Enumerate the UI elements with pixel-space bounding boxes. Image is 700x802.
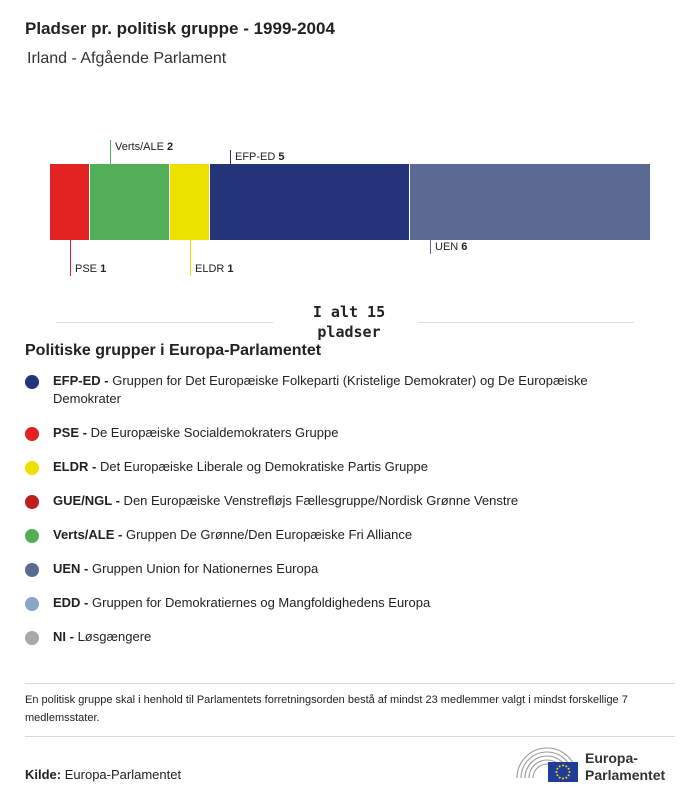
legend-desc: Løsgængere	[73, 629, 152, 644]
divider	[25, 683, 675, 684]
logo-wordmark	[585, 750, 665, 784]
european-parliament-logo	[515, 744, 680, 788]
legend-abbr: UEN -	[53, 561, 89, 576]
stacked-bar-chart	[0, 130, 700, 290]
bar-pse	[50, 164, 89, 240]
bar-uen	[410, 164, 650, 240]
bar-efp-ed	[210, 164, 409, 240]
tick-verts-ale	[110, 140, 111, 164]
bar-eldr	[170, 164, 209, 240]
bar-verts-ale	[90, 164, 169, 240]
legend-desc: Gruppen for Demokratiernes og Mangfoldighedens Europa	[88, 595, 431, 610]
source	[25, 767, 181, 782]
bar-label-value: 2	[166, 141, 174, 153]
legend-dot-icon	[25, 427, 39, 441]
legend-abbr: EDD -	[53, 595, 89, 610]
legend-abbr: PSE -	[53, 425, 87, 440]
tick-eldr	[190, 240, 191, 276]
bar-label-value: 5	[278, 151, 285, 163]
hemicycle-icon	[515, 744, 579, 788]
legend-abbr: ELDR -	[53, 459, 97, 474]
bar-label-eldr	[195, 263, 234, 275]
legend-text	[53, 560, 645, 578]
bar-label-value: 1	[100, 263, 107, 275]
total-label: I alt 15 pladser	[312, 303, 386, 341]
logo-line-1: Europa-	[585, 750, 638, 766]
legend-text	[53, 526, 645, 544]
legend-abbr: EFP-ED -	[53, 373, 109, 388]
legend-desc: Gruppen Union for Nationernes Europa	[88, 561, 319, 576]
total-seats	[56, 300, 634, 340]
legend-dot-icon	[25, 375, 39, 389]
divider	[25, 736, 675, 737]
legend-text	[53, 458, 645, 476]
legend-heading: Politiske grupper i Europa-Parlamentet	[25, 342, 322, 359]
bar-label-name: UEN	[435, 241, 462, 253]
bar-label-name: PSE	[75, 263, 101, 275]
chart-title: Pladser pr. politisk gruppe - 1999-2004	[25, 19, 335, 38]
legend-text	[53, 492, 645, 510]
bar-label-uen	[435, 241, 467, 253]
total-rule-right	[418, 322, 634, 323]
legend-desc: Det Europæiske Liberale og Demokratiske Partis Gruppe	[96, 459, 428, 474]
legend-desc: Den Europæiske Venstrefløjs Fællesgruppe/Nordisk Grønne Venstre	[119, 493, 519, 508]
tick-efp-ed	[230, 150, 231, 164]
total-rule-left	[56, 322, 273, 323]
legend-text	[53, 372, 645, 408]
legend-abbr: NI -	[53, 629, 74, 644]
tick-uen	[430, 240, 431, 254]
bar-label-value: 6	[461, 241, 468, 253]
bar-label-value: 1	[227, 263, 234, 275]
legend-dot-icon	[25, 461, 39, 475]
logo-line-2: Parlamentet	[585, 767, 666, 783]
tick-pse	[70, 240, 71, 276]
legend-text	[53, 628, 645, 646]
bar-label-name: Verts/ALE	[115, 141, 167, 153]
footnote: En politisk gruppe skal i henhold til Parlamentets forretningsorden bestå af mindst 23 medlemmer valgt i mindst forskellige 7 medlemsstater.	[25, 694, 628, 724]
bar-label-efp-ed	[235, 151, 285, 163]
legend-desc: De Europæiske Socialdemokraters Gruppe	[86, 425, 339, 440]
chart-subtitle: Irland - Afgående Parlament	[27, 50, 227, 67]
bar-label-pse	[75, 263, 106, 275]
legend-abbr: Verts/ALE -	[53, 527, 123, 542]
bar-label-verts-ale	[115, 141, 173, 153]
legend-dot-icon	[25, 597, 39, 611]
source-value: Europa-Parlamentet	[61, 767, 182, 782]
legend-desc: Gruppen for Det Europæiske Folkeparti (Kristelige Demokrater) og De Europæiske Demokrater	[53, 373, 588, 406]
legend-text	[53, 594, 645, 612]
legend-abbr: GUE/NGL -	[53, 493, 120, 508]
bar-label-name: ELDR	[195, 263, 228, 275]
bar-label-name: EFP-ED	[235, 151, 279, 163]
legend-dot-icon	[25, 563, 39, 577]
legend-dot-icon	[25, 631, 39, 645]
legend-dot-icon	[25, 529, 39, 543]
legend-text	[53, 424, 645, 442]
legend-dot-icon	[25, 495, 39, 509]
legend-desc: Gruppen De Grønne/Den Europæiske Fri Alliance	[122, 527, 413, 542]
source-label: Kilde:	[25, 767, 62, 782]
